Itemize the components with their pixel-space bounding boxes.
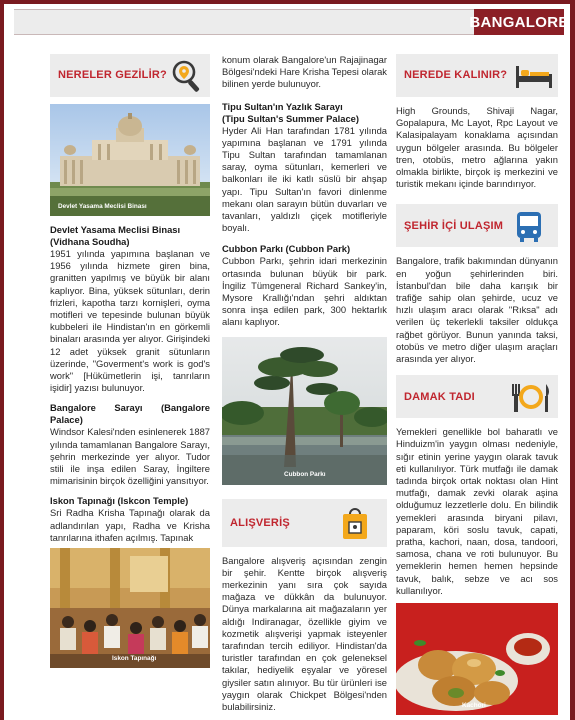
heading-cubbon: Cubbon Parkı (Cubbon Park) xyxy=(222,243,351,255)
section-header-cuisine xyxy=(396,375,558,418)
column-2 xyxy=(222,54,387,713)
kachori-image xyxy=(396,603,558,715)
heading-iskcon: Iskon Tapınağı (Iskcon Temple) xyxy=(50,495,189,507)
paragraph-tipu: Hyder Ali Han tarafından 1781 yılında yapımına başlanan ve 1791 yılında Tipu Sultan tarafından tamamlanan saray, oyma sütunları, kemerleri ve balkonları ile iki katlı süslü bir ahşap yapı. Tipu Sultan'ın favori dinlenme mekanı olan sarayın bütün duvarları ve tavanları, yaldızlı çiçek motifleriyle boyalı. xyxy=(222,124,387,234)
cubbon-park-photo xyxy=(222,337,387,485)
magnifier-pin-icon xyxy=(168,57,204,95)
section-title: NEREDE KALINIR? xyxy=(404,69,508,82)
bed-icon xyxy=(514,62,554,90)
paragraph-cubbon: Cubbon Parkı, şehrin idari merkezinin ortasında bulunan büyük bir park. İngiliz Tümgeneral Richard Sankey'in, Mysore Krallığı'ndan şehri aldıktan sonra inşa edilen park, 300 hektarlık alanı kaplıyor. xyxy=(222,255,387,328)
top-frame xyxy=(0,0,575,4)
shopping-bag-icon xyxy=(340,505,370,541)
paragraph-cuisine: Yemekleri genellikle bol baharatlı ve Hinduizm'in yaygın olması nedeniyle, sığır etinin yerine yaygın olarak tavuk eti kullanılıyor. Türk mutfağı ile damak tadında birçok ortak noktası olan Hint mutfağı, damak zevki olarak aşina olduğumuz lezzetlerle dolu. En bilindik yemekleri arasında biryani pilavı, paparam, köri soslu tavuk, capati, pratha, kachori, naan, dosa, tandoori, samosa, chana ve roti bulunuyor. Bu yemeklerin hemen hemen hepsinde tavuk, balık, sebze ve acı sos kullanılıyor. xyxy=(396,426,558,596)
heading-palace: Bangalore Sarayı (Bangalore Palace) xyxy=(50,402,210,426)
section-title: ALIŞVERİŞ xyxy=(230,516,290,529)
section-title: NERELER GEZİLİR? xyxy=(58,69,167,82)
section-header-shopping xyxy=(222,499,387,547)
section-header-transport xyxy=(396,204,558,247)
page-title: BANGALORE xyxy=(474,9,564,35)
heading-tipu: Tipu Sultan'ın Yazlık Sarayı xyxy=(222,100,343,112)
heading-tipu-sub: (Tipu Sultan's Summer Palace) xyxy=(222,112,359,124)
bus-icon xyxy=(514,210,544,244)
paragraph-vidhana: 1951 yılında yapımına başlanan ve 1956 yılında hizmete giren bina, granitten yapılmış ve büyük bir alanı kaplıyor. Bina, yüksek sütunları, derin frizleri, kapotha tarzı kornişleri, oyma motifleri ve tepesinde bulunan büyük kubbeleri ile Hindistan'ın en görkemli binaları arasında yer alıyor. Girişindeki 12 adet yüksek granit sütunların üzerinde, "Goverment's work is god's work" [Hükümetlerin işi, tanrıların işidir] yazısı bulunuyor. xyxy=(50,248,210,394)
paragraph-shopping: Bangalore alışveriş açısından zengin bir şehir. Kentte birçok alışveriş merkezinin yanı sıra çok sayıda mağaza ve dükkân da bulunuyor. Dünya markalarına ait mağazaların yer aldığı Indiranagar, özellikle giyim ve kozmetik alışverişi yapmak isteyenler tarafından tercih ediliyor. Hindistan'da turistler tarafından en çok geleneksel takılar, hediyelik eşyalar ve yöresel giysiler satın alınıyor. Bu tür ürünleri ise yaygın olarak Chickpet Bölgesi'nden bulabilirsiniz. xyxy=(222,554,387,713)
building-image xyxy=(50,104,210,216)
section-header-where-to-visit xyxy=(50,54,210,97)
photo-caption: Cubbon Parkı xyxy=(284,471,326,479)
section-title: ŞEHİR İÇİ ULAŞIM xyxy=(404,219,504,232)
iskcon-temple-photo xyxy=(50,548,210,668)
section-title: DAMAK TADI xyxy=(404,390,475,403)
heading-vidhana: Devlet Yasama Meclisi Binası xyxy=(50,224,181,235)
paragraph-iskcon: Sri Radha Krisha Tapınağı olarak da adlandırılan yapı, Radha ve Krisha tanrılarına ithafen açılmış. Tapınak xyxy=(50,507,210,543)
paragraph-palace: Windsor Kalesi'nden esinlenerek 1887 yılında tamamlanan Bangalore Sarayı, şehrin merkezinde yer alıyor. Tudor stili ile inşa edilen Saray, İngiltere mimarisinin birçok özelliğini yansıtıyor. xyxy=(50,426,210,487)
photo-caption: Iskon Tapınağı xyxy=(112,654,157,662)
vidhana-soudha-photo xyxy=(50,104,210,216)
kachori-photo xyxy=(396,603,558,715)
right-frame xyxy=(570,0,575,720)
section-header-where-to-stay xyxy=(396,54,558,97)
left-frame xyxy=(0,0,4,720)
photo-caption: Kachori xyxy=(462,701,486,709)
plate-cutlery-icon xyxy=(508,380,554,414)
column-1 xyxy=(50,54,210,668)
heading-vidhana-sub: (Vidhana Soudha) xyxy=(50,236,130,247)
photo-caption: Devlet Yasama Meclisi Binası xyxy=(58,202,147,210)
paragraph-transport: Bangalore, trafik bakımından dünyanın en yoğun şehirlerinden biri. İstanbul'dan bile daha karışık bir trafiğe sahip olan şehirde, ucuz ve hızlı ulaşım aracı olarak "Rıksa" adı verilen üç tekerlekli taksiler oldukça rağbet görüyor. Bunun yanında taksi, otobüs ve metro diğer ulaşım araçları arasında yer alıyor. xyxy=(396,255,558,365)
park-image xyxy=(222,337,387,485)
column-3 xyxy=(396,54,558,715)
paragraph-iskcon-cont: konum olarak Bangalore'un Rajajinagar Bölgesi'ndeki Hare Krisha Tepesi olarak bilinen yerde bulunuyor. xyxy=(222,54,387,90)
paragraph-stay: High Grounds, Shivaji Nagar, Gopalapura, Mc Layot, Rpc Layout ve Kalasipalayam konaklama açısından uygun bölgeler arasında. Bu bölgeler tren, otobüs, metro ağlarına yakın olmakla birlikte, birçok iş merkezini ve turistik mekanı içinde barındırıyor. xyxy=(396,105,558,190)
temple-image xyxy=(50,548,210,668)
